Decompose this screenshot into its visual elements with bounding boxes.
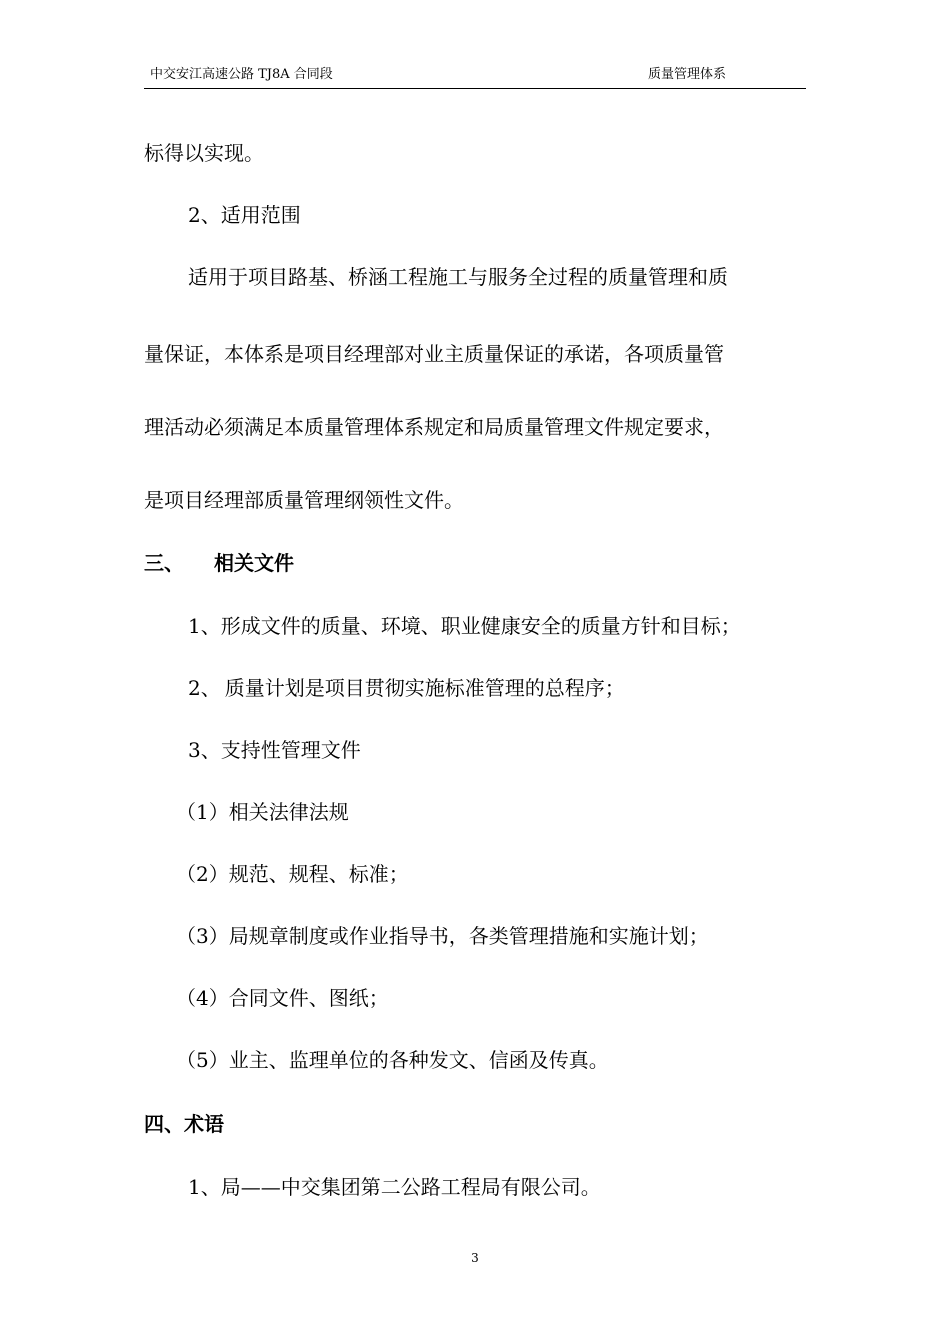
list-item-3: 3、支持性管理文件 <box>188 738 361 762</box>
list-item-1: 1、形成文件的质量、环境、职业健康安全的质量方针和目标； <box>188 614 741 638</box>
header-project-name: 中交安江高速公路 TJ8A 合同段 <box>150 67 333 82</box>
scope-paragraph-line-4: 是项目经理部质量管理纲领性文件。 <box>144 488 464 512</box>
section-4-heading: 四、术语 <box>144 1112 224 1136</box>
term-1: 1、局——中交集团第二公路工程局有限公司。 <box>188 1175 601 1199</box>
list-item-2-text: 质量计划是项目贯彻实施标准管理的总程序； <box>224 676 625 700</box>
sub-item-1: （1）相关法律法规 <box>176 800 349 824</box>
scope-subtitle: 2、适用范围 <box>188 203 301 227</box>
sub-item-5: （5）业主、监理单位的各种发文、信函及传真。 <box>176 1048 609 1072</box>
scope-paragraph-line-3: 理活动必须满足本质量管理体系规定和局质量管理文件规定要求， <box>144 415 724 439</box>
page-header <box>144 66 806 89</box>
sub-item-4: （4）合同文件、图纸； <box>176 986 389 1010</box>
list-item-2-number: 2、 <box>188 676 221 700</box>
list-item-2 <box>188 675 625 701</box>
header-document-title: 质量管理体系 <box>648 67 727 82</box>
page-number: 3 <box>471 1251 479 1265</box>
paragraph-continuation: 标得以实现。 <box>144 141 264 165</box>
section-3-title: 相关文件 <box>214 551 294 575</box>
section-3-heading <box>144 550 294 576</box>
scope-paragraph-line-1: 适用于项目路基、桥涵工程施工与服务全过程的质量管理和质 <box>188 265 728 289</box>
sub-item-3: （3）局规章制度或作业指导书，各类管理措施和实施计划； <box>176 924 709 948</box>
section-3-number: 三、 <box>144 551 184 575</box>
scope-paragraph-line-2: 量保证，本体系是项目经理部对业主质量保证的承诺，各项质量管 <box>144 342 724 366</box>
sub-item-2: （2）规范、规程、标准； <box>176 862 409 886</box>
